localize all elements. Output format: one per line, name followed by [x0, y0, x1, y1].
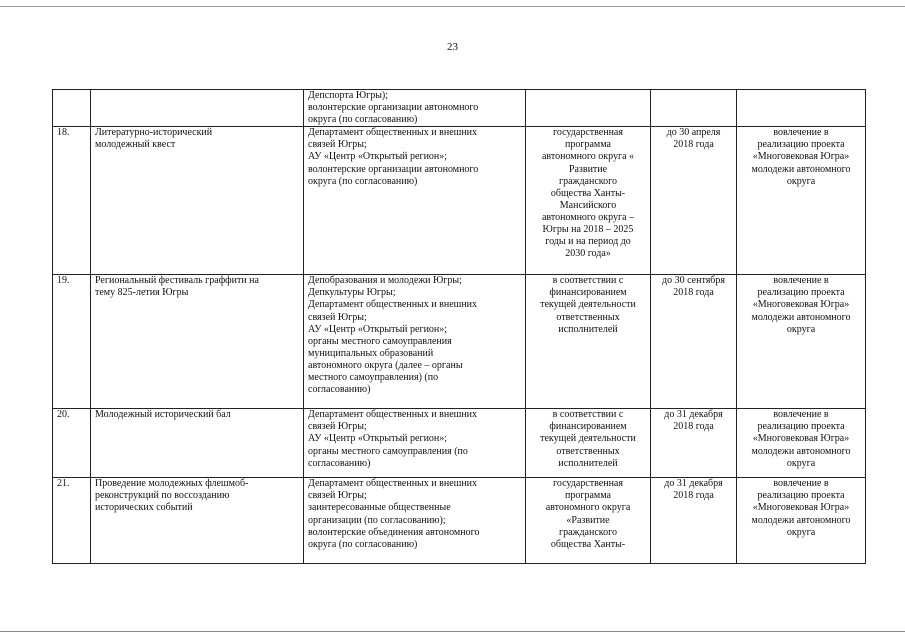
executors-cell	[304, 127, 526, 275]
event-line: тему 825-летия Югры	[95, 287, 189, 299]
executors-cell	[304, 478, 526, 564]
executors-line: Депкультуры Югры;	[308, 287, 396, 299]
funding-line: исполнителей	[558, 323, 618, 335]
deadline-line: до 30 сентября	[662, 275, 725, 287]
executors-line: волонтерские объединения автономного	[308, 526, 480, 538]
funding-line: исполнителей	[558, 457, 618, 469]
funding-line: финансированием	[549, 287, 627, 299]
deadline-line: до 31 декабря	[664, 409, 723, 421]
executors-line: Депобразования и молодежи Югры;	[308, 275, 462, 287]
result-line: «Многовековая Югра»	[752, 433, 850, 445]
executors-line: округа (по согласованию)	[308, 175, 418, 187]
funding-line: программа	[565, 139, 611, 151]
scan-top-edge	[0, 6, 905, 7]
event-line: Региональный фестиваль граффити на	[95, 275, 259, 287]
funding-line: общества Ханты-	[550, 538, 626, 550]
funding-line: 2030 года»	[565, 248, 611, 260]
deadline-cell	[651, 275, 737, 409]
event-line: Литературно-исторический	[95, 127, 213, 139]
page-number: 23	[447, 41, 458, 53]
executors-line: Департамент общественных и внешних	[308, 299, 478, 311]
event-line: молодежный квест	[95, 139, 176, 151]
result-line: «Многовековая Югра»	[752, 502, 850, 514]
executors-line: органы местного самоуправления	[308, 335, 452, 347]
row-number-cell: 19.	[53, 275, 91, 409]
table-row	[53, 127, 866, 275]
executors-line: АУ «Центр «Открытый регион»;	[308, 151, 448, 163]
funding-cell	[526, 127, 651, 275]
result-line: округа	[786, 526, 816, 538]
deadline-line: до 31 декабря	[664, 478, 723, 490]
result-cell	[737, 127, 866, 275]
funding-line: «Развитие	[566, 514, 610, 526]
deadline-line: 2018 года	[673, 139, 714, 151]
executors-line: Департамент общественных и внешних	[308, 127, 478, 139]
funding-line: ответственных	[556, 445, 620, 457]
funding-line: автономного округа	[545, 502, 631, 514]
funding-line: гражданского	[559, 526, 617, 538]
event-cell	[91, 275, 304, 409]
executors-line: Департамент общественных и внешних	[308, 409, 478, 421]
funding-cell	[526, 275, 651, 409]
result-line: округа	[786, 175, 816, 187]
event-line: исторических событий	[95, 502, 193, 514]
row-number-cell: 21.	[53, 478, 91, 564]
funding-line: государственная	[553, 478, 623, 490]
deadline-line: 2018 года	[673, 421, 714, 433]
table-row	[53, 275, 866, 409]
executors-line: АУ «Центр «Открытый регион»;	[308, 323, 448, 335]
funding-line: текущей деятельности	[540, 299, 636, 311]
result-line: округа	[786, 323, 816, 335]
scan-bottom-edge	[0, 631, 905, 632]
table-row	[53, 90, 866, 127]
deadline-cell	[651, 90, 737, 127]
funding-cell	[526, 90, 651, 127]
deadline-cell	[651, 478, 737, 564]
funding-line: Мансийского	[559, 199, 617, 211]
executors-line: связей Югры;	[308, 421, 367, 433]
events-table	[52, 89, 866, 564]
executors-line: местного самоуправления) (по	[308, 372, 439, 384]
executors-line: округа (по согласованию)	[308, 114, 418, 126]
executors-line: согласованию)	[308, 384, 371, 396]
executors-line: Департамент общественных и внешних	[308, 478, 478, 490]
result-line: молодежи автономного	[751, 311, 851, 323]
result-cell	[737, 409, 866, 478]
result-line: реализацию проекта	[757, 421, 845, 433]
executors-line: автономного округа (далее – органы	[308, 359, 463, 371]
funding-line: государственная	[553, 127, 623, 139]
funding-cell	[526, 478, 651, 564]
executors-line: связей Югры;	[308, 490, 367, 502]
executors-line: организации (по согласованию);	[308, 514, 446, 526]
executors-line: волонтерские организации автономного	[308, 102, 479, 114]
result-line: «Многовековая Югра»	[752, 299, 850, 311]
funding-line: в соответствии с	[552, 275, 624, 287]
executors-line: муниципальных образований	[308, 347, 434, 359]
result-line: молодежи автономного	[751, 163, 851, 175]
executors-line: заинтересованные общественные	[308, 502, 451, 514]
result-line: вовлечение в	[773, 409, 829, 421]
result-line: молодежи автономного	[751, 445, 851, 457]
executors-line: органы местного самоуправления (по	[308, 445, 468, 457]
result-line: реализацию проекта	[757, 139, 845, 151]
result-line: вовлечение в	[773, 478, 829, 490]
event-cell	[91, 90, 304, 127]
events-table-body	[53, 90, 866, 564]
event-line: Молодежный исторический бал	[95, 409, 231, 421]
deadline-cell	[651, 127, 737, 275]
executors-line: волонтерские организации автономного	[308, 163, 479, 175]
result-cell	[737, 478, 866, 564]
row-number-cell	[53, 90, 91, 127]
event-line: реконструкций по воссозданию	[95, 490, 230, 502]
table-row	[53, 478, 866, 564]
funding-line: финансированием	[549, 421, 627, 433]
funding-line: Развитие	[568, 163, 608, 175]
executors-line: округа (по согласованию)	[308, 538, 418, 550]
executors-line: связей Югры;	[308, 311, 367, 323]
executors-cell	[304, 90, 526, 127]
result-line: вовлечение в	[773, 275, 829, 287]
result-line: вовлечение в	[773, 127, 829, 139]
event-cell	[91, 409, 304, 478]
executors-cell	[304, 275, 526, 409]
funding-line: ответственных	[556, 311, 620, 323]
funding-line: текущей деятельности	[540, 433, 636, 445]
row-number-cell: 20.	[53, 409, 91, 478]
deadline-line: до 30 апреля	[666, 127, 721, 139]
result-line: реализацию проекта	[757, 287, 845, 299]
row-number-cell: 18.	[53, 127, 91, 275]
funding-line: в соответствии с	[552, 409, 624, 421]
funding-line: программа	[565, 490, 611, 502]
funding-line: гражданского	[559, 175, 617, 187]
result-line: молодежи автономного	[751, 514, 851, 526]
deadline-line: 2018 года	[673, 287, 714, 299]
result-cell	[737, 275, 866, 409]
event-line: Проведение молодежных флешмоб-	[95, 478, 249, 490]
event-cell	[91, 478, 304, 564]
executors-line: связей Югры;	[308, 139, 367, 151]
result-line: реализацию проекта	[757, 490, 845, 502]
result-line: округа	[786, 457, 816, 469]
deadline-line: 2018 года	[673, 490, 714, 502]
result-line: «Многовековая Югра»	[752, 151, 850, 163]
event-cell	[91, 127, 304, 275]
executors-line: АУ «Центр «Открытый регион»;	[308, 433, 448, 445]
funding-line: годы и на период до	[545, 236, 631, 248]
executors-line: Депспорта Югры);	[308, 90, 389, 101]
funding-cell	[526, 409, 651, 478]
funding-line: автономного округа «	[541, 151, 635, 163]
funding-line: общества Ханты-	[550, 187, 626, 199]
funding-line: Югры на 2018 – 2025	[542, 224, 634, 236]
result-cell	[737, 90, 866, 127]
executors-line: согласованию)	[308, 457, 371, 469]
table-row	[53, 409, 866, 478]
funding-line: автономного округа –	[541, 211, 635, 223]
executors-cell	[304, 409, 526, 478]
deadline-cell	[651, 409, 737, 478]
